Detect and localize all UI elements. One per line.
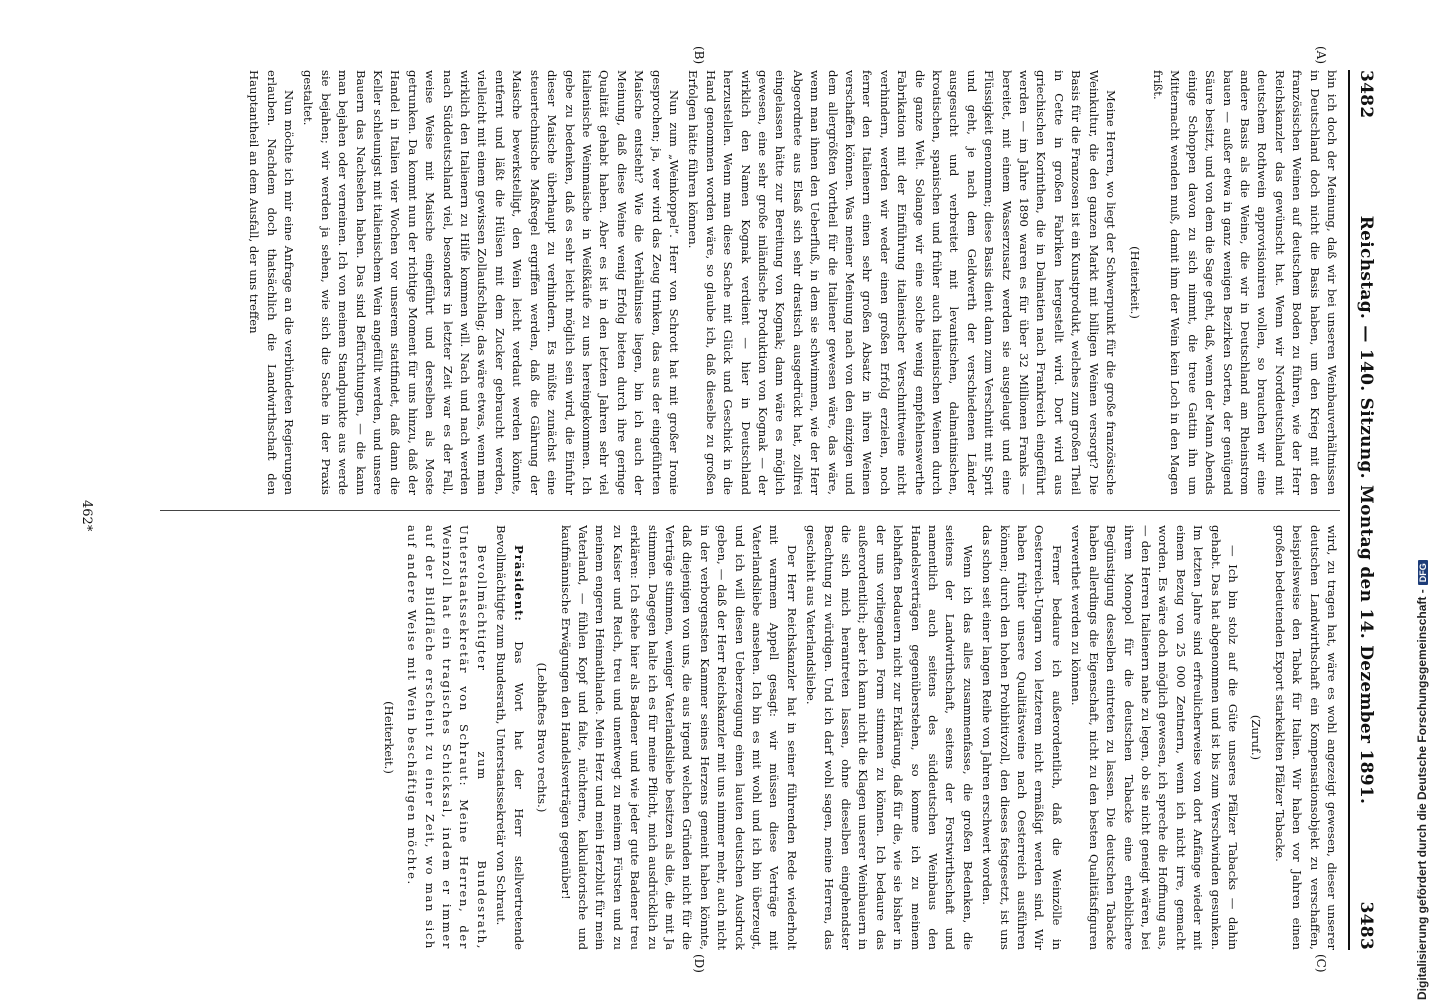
- page-header: [1348, 70, 1382, 950]
- paragraph: Der Herr Reichskanzler hat in seiner führenden Rede wiederholt mit warmem Appell gesagt: wir müssen diese Verträge mit Vaterlandsliebe ansehen. Ich bin es mit wohl und ich bin überzeugt, und ich will diesen Ueberzeugung einen lauten deutschen Ausdruck geben, — daß der Herr Reichskanzler mit uns nimmer mehr, auch nicht in der verborgensten Kammer seines Herzens gemeint haben könnte, daß diejenigen von uns, die aus irgend welchen Gründen nicht für die Verträge stimmen, weniger Vaterlandsliebe besitzen als die, die mit Ja stimmen. Dagegen halte ich es für meine Pflicht, mich ausdrücklich zu erklären: Ich stehe hier als Badener und wie jeder gute Badener treu zu Kaiser und Reich, treu und unentwegt zu meinem Fürsten und zu meinem engeren Heimathlande. Mein Herz und mein Herzblut für mein Vaterland, — fühlen Kopf und falte, nüchterne, kalkulatorische und kaufmännische Erwägungen den Handelsverträgen gegenüber!: [558, 525, 799, 950]
- paragraph: Nun zum „Weinkoppel“. Herr von Schrott hat mit großer Ironie gesprochen; ja, wer wird das Zeug trinken, das aus der eingeführten Maische entsteht? Wie die Verhältnisse liegen, bin ich auch der Meinung, daß diese Weine wenig Erfolg bieten durch ihre geringe Qualität gehabt haben. Aber es ist in den letzten Jahren sehr viel italienische Weinmaische in Weißkäufe zu uns hereingekommen. Ich gebe zu bedenken, daß es sehr leicht möglich sein wird, die Einfuhr dieser Maische überhaupt zu verhindern. Es müßte zunächst eine steuertechnische Maßregel ergriffen werden, daß die Gährung der Maische bewerkstelligt, den Wein leicht verdaut werden könnte, entfernt und läßt die Hülsen mit dem Zucker gebraucht werden, vielleicht mit einem gewissen Zollaufschlag; das wäre etwas, wenn man wirklich den Italienern zu Hilfe kommen will. Nach und nach werden nach Süddeutschland viel, besonders in letzter Zeit war es der Fall, weise Weise mit Maische eingeführt und derselben als Moste getrunken. Da kommt nun der richtige Moment für uns hinzu, daß der Handel in Italien vier Wochen vor unserem stattfindet, daß dann die Keller schleunigst mit italienischem Wein angefüllt werden, und unsere Bauern das Nachsehen haben. Das sind Befürchtungen, — die kann man bejahen oder verneinen. Ich von meinem Standpunkte aus werde sie bejahen; wir werden ja sehen, wie sich die Sache in der Praxis gestaltet.: [301, 70, 681, 495]
- paragraph: — Ich bin stolz auf die Güte unseres Pfälzer Tabacks — dahin gehabt. Das hat abgenommen und ist bis zum Verschwinden gesunken. Im letzten Jahre sind erfreulicherweise von dort Anfänge wieder mit einem Bezug von 25 000 Zentnern, wenn ich nicht irre, gemacht worden. Es wäre doch möglich gewesen, ich spreche die Hoffnung aus, — den Herren Italienern nahe zu legen, ob sie nicht geneigt wären, bei ihrem Monopol für die deutschen Tabacke eine erheblichere Begünstigung desselben eintreten zu lassen. Die deutschen Tabacke haben allerdings die Eigenschaft, nicht zu den besten Qualitätsfiguren verwerthet werden zu können.: [1069, 525, 1240, 950]
- footer-page-number: 462*: [79, 500, 94, 532]
- interjection: (Heiterkeit.): [381, 701, 396, 774]
- digitization-text: Digitalisierung gefördert durch die Deutsche Forschungsgemeinschaft -: [1415, 589, 1429, 1000]
- right-column: [110, 525, 1340, 950]
- text-columns: [110, 70, 1340, 950]
- speaker-label: Präsident:: [511, 545, 526, 622]
- paragraph: Bevollmächtigter zum Bundesrath, Unterstaatssekretär von Schraut: Meine Herren, der Weinzoll hat ein tragisches Schicksal, indem er immer auf der Bildfläche erscheint zu einer Zeit, wo man sich auf andere Weise mit Wein beschäftigen möchte.: [405, 525, 489, 950]
- column-divider: [160, 510, 1340, 511]
- paragraph: Meine Herren, wo liegt der Schwerpunkt für die große französische Weinkultur, die den ganzen Markt mit billigen Weinen versorgt? Die Basis für die Franzosen ist ein Kunstprodukt, welches zum großen Theil in Cette in großen Fabriken hergestellt wird. Dort wird aus griechischen Korinthen, die in Dalmatien nach Frankreich eingeführt werden — im Jahre 1890 waren es für über 32 Millionen Franks — bereitet, mit einem Wasserzusatz werden sie ausgelaugt und eine Flüssigkeit genommen; diese Basis dient dann zum Verschnitt mit Sprit und geht, je nach dem Geldwerth der verschiedenen Länder ausgesucht und verbreitet mit levantischen, dalmatinischen, kroatischen, spanischen und früher auch italienischen Weinen durch die ganze Welt. Solange wir eine solche wenig empfehlenswerthe Fabrikation mit der Einführung italienischer Verschnittweine nicht verhindern, werden wir weder einen großen Erfolg erzielen, noch ferner den Italienern einen sehr großen Absatz in ihren Weinen verschaffen können. Was meiner Meinung nach von den einzigen und dem allergrößten Vortheil für die Italiener gewesen wäre, das wäre, wenn man ihnen den Ueberfluß, in dem sie schwimmen, wie der Herr Abgeordnete aus Elsaß sich sehr drastisch ausgedrückt hat, zollfrei eingelassen hätte zur Bereitung von Kognak; dann wäre es möglich gewesen, eine sehr große inländische Produktion von Kognak — der wirklich den Namen Kognak verdient — hier in Deutschland herzustellen. Wenn man diese Sache mit Glück und Geschick in die Hand genommen worden wäre, so glaube ich, daß dieselbe zu großen Erfolgen hätte führen können.: [686, 70, 1119, 495]
- paragraph: Wenn ich das alles zusammenfasse, die großen Bedenken, die seitens der Landwirthschaft, seitens der Forstwirthschaft und namentlich auch seitens des süddeutschen Weinbaus den Handelsverträgen gegenüberstehen, so komme ich zu meinem lebhaften Bedauern nicht zur Erklärung, daß für die, wie sie bisher in der uns vorliegenden Form stimmen zu können. Ich bedaure das außerordentlich; aber ich kann nicht die Klagen unserer Weinbauern in die sich mich herantreten lassen, ohne dieselben eingehendster Beachtung zu würdigen. Und ich darf wohl sagen, meine Herren, das geschieht aus Vaterlandsliebe.: [804, 525, 975, 950]
- interjection: (Heiterkeit.): [1127, 246, 1142, 319]
- left-column: [110, 70, 1340, 495]
- digitization-note: [1415, 560, 1429, 1000]
- margin-marker-b: (B): [692, 46, 706, 65]
- paragraph: bin ich doch der Meinung, daß wir bei unseren Weinbauverhältnissen in Deutschland doch nicht die Basis haben, um den Krieg mit den französischen Weinen auf deutschem Boden zu führen, wie der Herr Reichskanzler das gewünscht hat. Wenn wir Norddeutschland mit deutschem Rothwein approvisioniren wollen, so brauchen wir eine andere Basis als die Weine, die wir in Deutschland am Rheinstrom bauen — außer etwa in ganz wenigen Bezirken Sorten, der genügend Säure besitzt, und von dem die Sage geht, daß, wenn der Mann Abends einige Schoppen davon zu sich nimmt, die treue Gattin ihn um Mitternacht wenden muß, damit ihm der Wein kein Loch in den Magen frißt.: [1150, 70, 1339, 495]
- margin-marker-c: (C): [1314, 954, 1328, 973]
- paragraph-text: Das Wort hat der Herr stellvertretende Bevollmächtigte zum Bundesrath, Unterstaatssekretär von Schraut.: [494, 525, 526, 950]
- header-title: Reichstag. — 140. Sitzung. Montag den 14. Dezember 1891.: [1356, 215, 1376, 805]
- header-page-right: 3483: [1356, 901, 1376, 950]
- paragraph: Ferner bedaure ich außerordentlich, daß die Weinzölle in Oesterreich-Ungarn von letzterem nicht ermäßigt werden sind. Wir haben früher unsere Qualitätsweine nach Oesterreich ausführen können; durch den hohen Prohibitivzoll, den dieses festgesetzt, ist uns das schon seit einer langen Reihe von Jahren erschwert worden.: [980, 525, 1064, 950]
- newspaper-page: [12, 0, 1412, 1000]
- paragraph: Nun möchte ich mir eine Anfrage an die verbündeten Regierungen erlauben. Nachdem doch thatsächlich die Landwirthschaft den Hauptantheil an dem Ausfall, der uns treffen: [247, 70, 297, 495]
- header-page-left: 3482: [1356, 70, 1376, 119]
- paragraph: wird, zu tragen hat, wäre es wohl angezeigt gewesen, dieser unserer deutschen Landwirthschaft ein Kompensationsobjekt zu verschaffen, beispielsweise den Tabak für Italien. Wir haben vor Jahren einen großen bedeutenden Export starkeklten Pfälzer Tabacke.: [1272, 525, 1339, 950]
- margin-marker-d: (D): [692, 954, 706, 973]
- dfg-logo-icon: DFG: [1418, 560, 1428, 585]
- margin-marker-a: (A): [1314, 46, 1328, 65]
- interjection: (Zuruf.): [1249, 714, 1264, 761]
- speaker-paragraph: [492, 525, 527, 950]
- interjection: (Lebhaftes Bravo rechts.): [535, 662, 550, 813]
